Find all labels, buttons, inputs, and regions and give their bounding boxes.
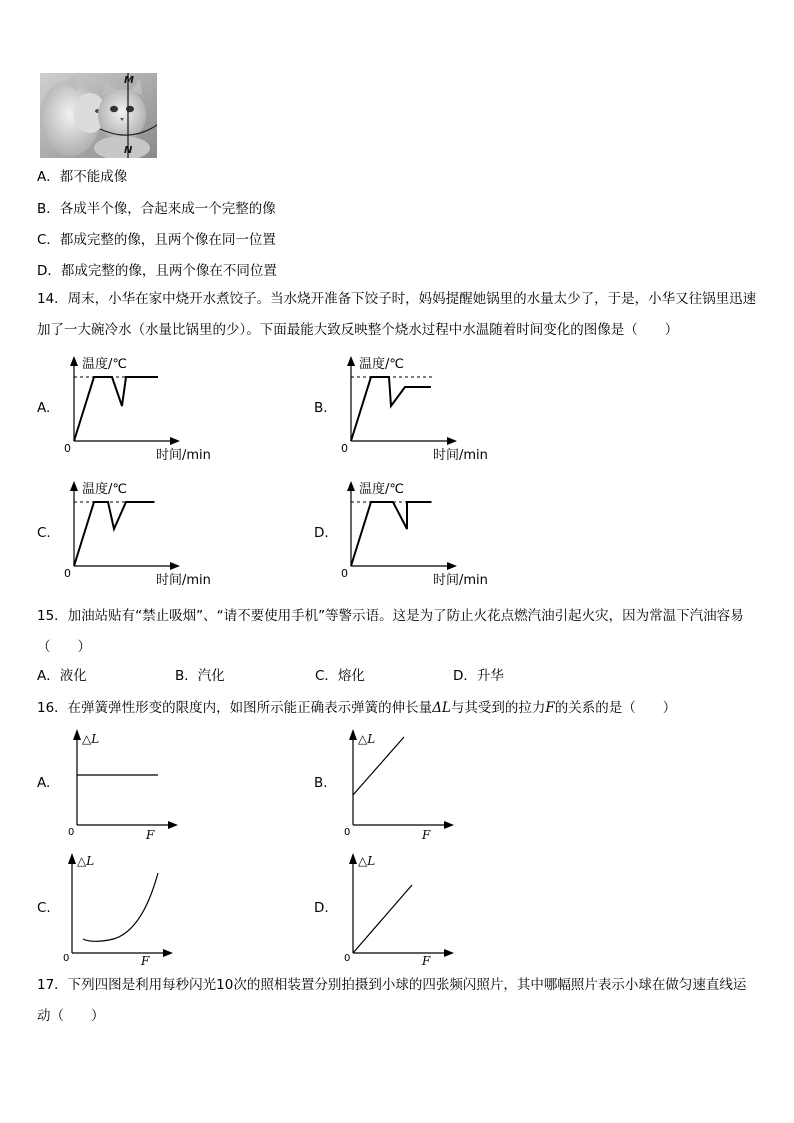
q16-a-xlabel: F	[146, 828, 155, 842]
q16-option-b-label[interactable]: B.	[314, 775, 328, 791]
q14-graph-b[interactable]	[337, 350, 527, 465]
q14-b-ylabel: 温度/℃	[359, 357, 404, 372]
q16-b-xlabel: F	[422, 828, 431, 842]
q16-a-origin: 0	[68, 827, 75, 838]
q16-stem-middle: 与其受到的拉力	[450, 700, 546, 716]
q16-graph-c[interactable]	[57, 847, 187, 967]
q16-option-a-label[interactable]: A.	[37, 775, 51, 791]
q16-c-ylabel: △L	[77, 854, 95, 868]
q14-d-origin: 0	[341, 567, 348, 580]
q16-d-ylabel: △L	[358, 854, 376, 868]
q16-c-xlabel: F	[141, 954, 150, 967]
q15-stem: 15．加油站贴有“禁止吸烟”、“请不要使用手机”等警示语。这是为了防止火花点燃汽油引起火灾，因为常温下汽油容易（ ）	[37, 608, 744, 655]
q16-b-ylabel: △L	[358, 732, 376, 746]
q16-graph-b[interactable]	[338, 725, 468, 845]
q16-stem-f: F	[545, 700, 555, 716]
q14-d-ylabel: 温度/℃	[359, 482, 404, 497]
q16-option-c-label[interactable]: C.	[37, 900, 51, 916]
q16-stem-delta-l: ΔL	[432, 700, 451, 716]
q14-a-ylabel: 温度/℃	[82, 357, 127, 372]
q16-option-d-label[interactable]: D.	[314, 900, 329, 916]
q14-option-a-label[interactable]: A.	[37, 400, 51, 416]
q15-option-a[interactable]: A．液化	[37, 668, 87, 684]
q14-c-xlabel: 时间/min	[156, 573, 211, 588]
q16-c-origin: 0	[63, 953, 70, 964]
q14-option-c-label[interactable]: C.	[37, 525, 51, 541]
q15-option-c[interactable]: C．熔化	[315, 668, 365, 684]
q14-option-b-label[interactable]: B.	[314, 400, 328, 416]
q16-b-origin: 0	[344, 827, 351, 838]
q16-d-origin: 0	[344, 953, 351, 964]
q16-d-xlabel: F	[422, 954, 431, 967]
mirror-label-n: N	[124, 145, 133, 156]
q17-stem: 17．下列四图是利用每秒闪光10次的照相装置分别拍摄到小球的四张频闪照片，其中哪幅照片表示小球在做匀速直线运动（ ）	[37, 977, 747, 1024]
q14-graph-d[interactable]	[337, 475, 527, 590]
q16-stem	[37, 696, 676, 716]
q16-a-ylabel: △L	[82, 732, 100, 746]
q14-graph-c[interactable]	[60, 475, 250, 590]
q14-stem: 14．周末，小华在家中烧开水煮饺子。当水烧开准备下饺子时，妈妈提醒她锅里的水量太少了，于是，小华又往锅里迅速加了一大碗冷水（水量比锅里的少）。下面最能大致反映整个烧水过程中水温随着时间变化的图像是（ ）	[37, 291, 757, 338]
q14-a-xlabel: 时间/min	[156, 448, 211, 463]
q14-option-d-label[interactable]: D.	[314, 525, 329, 541]
q14-b-xlabel: 时间/min	[433, 448, 488, 463]
q14-b-origin: 0	[341, 442, 348, 455]
q16-graph-d[interactable]	[338, 847, 468, 967]
q14-a-origin: 0	[64, 442, 71, 455]
q13-option-c[interactable]: C．都成完整的像，且两个像在同一位置	[37, 232, 276, 248]
q13-option-d[interactable]: D．都成完整的像，且两个像在不同位置	[37, 263, 277, 279]
q13-option-a[interactable]: A．都不能成像	[37, 169, 128, 185]
q16-graph-a[interactable]	[62, 725, 192, 845]
mirror-label-m: M	[124, 75, 134, 86]
q14-c-origin: 0	[64, 567, 71, 580]
q15-option-b[interactable]: B．汽化	[175, 668, 225, 684]
q16-stem-after: 的关系的是（ ）	[554, 700, 677, 716]
q14-graph-a[interactable]	[60, 350, 250, 465]
mirror-cat-photo	[40, 73, 157, 158]
q14-c-ylabel: 温度/℃	[82, 482, 127, 497]
q15-option-d[interactable]: D．升华	[453, 668, 504, 684]
q13-option-b[interactable]: B．各成半个像，合起来成一个完整的像	[37, 201, 276, 217]
q16-stem-before: 16．在弹簧弹性形变的限度内，如图所示能正确表示弹簧的伸长量	[37, 700, 433, 716]
q14-d-xlabel: 时间/min	[433, 573, 488, 588]
